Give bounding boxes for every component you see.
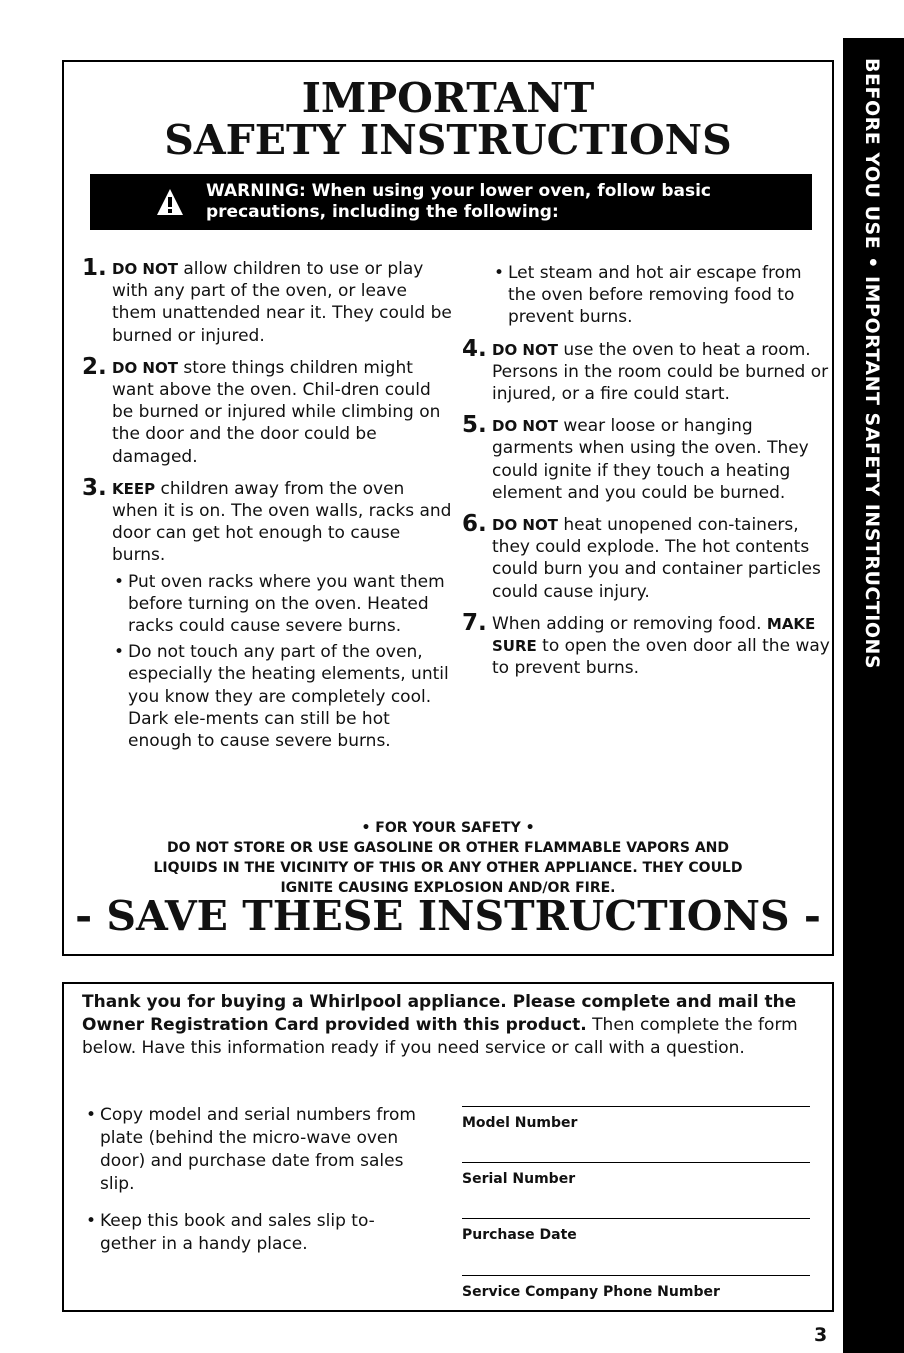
instruction-item-1 <box>82 255 452 347</box>
safety-line3: IGNITE CAUSING EXPLOSION AND/OR FIRE. <box>280 880 616 896</box>
item-number: 1. <box>82 255 107 281</box>
field-label: Model Number <box>462 1115 578 1131</box>
item-number: 5. <box>462 412 487 439</box>
item-number: 4. <box>462 335 487 362</box>
item-number: 6. <box>462 511 487 538</box>
field-label: Purchase Date <box>462 1227 577 1243</box>
field-line <box>462 1275 810 1276</box>
bullet-icon: • <box>114 571 125 592</box>
page-title-line2: SAFETY INSTRUCTIONS <box>164 116 732 164</box>
safety-line2: LIQUIDS IN THE VICINITY OF THIS OR ANY OTHER APPLIANCE. THEY COULD <box>153 860 743 876</box>
item-text: allow children to use or play with any part of the oven, or leave them unattended near it. They could be burned or injured. <box>112 259 452 346</box>
save-instructions-heading: - SAVE THESE INSTRUCTIONS - <box>75 892 821 940</box>
item-keyword: DO NOT <box>492 417 558 436</box>
instruction-item-3 <box>82 474 452 752</box>
field-line <box>462 1162 810 1163</box>
bullet-icon: • <box>86 1211 97 1231</box>
item-text: to open the oven door all the way to prevent burns. <box>492 636 830 679</box>
thank-you-text: Then complete the form below. Have this information ready if you need service or call with a question. <box>82 1015 798 1058</box>
item-keyword: MAKE SURE <box>492 614 816 656</box>
purchase-date-field[interactable] <box>462 1218 810 1243</box>
item-keyword: DO NOT <box>492 516 558 535</box>
side-tab-label: BEFORE YOU USE • IMPORTANT SAFETY INSTRUCTIONS <box>861 58 883 670</box>
field-label: Service Company Phone Number <box>462 1284 720 1300</box>
item-number: 2. <box>82 353 107 380</box>
item-text: wear loose or hanging garments when using the oven. They could ignite if they touch a heating element and you could be burned. <box>492 416 809 503</box>
model-number-field[interactable] <box>462 1106 810 1131</box>
tip-item <box>84 1104 429 1196</box>
warning-text <box>206 181 806 223</box>
instruction-item-5 <box>462 412 832 504</box>
tip-item <box>84 1210 429 1256</box>
safety-notice <box>62 818 834 898</box>
instructions-right-column <box>462 258 832 689</box>
instruction-item-7 <box>462 609 832 680</box>
sub-bullet <box>492 262 832 329</box>
warning-line2: precautions, including the following: <box>206 202 559 222</box>
item-number: 3. <box>82 474 107 501</box>
item-keyword: KEEP <box>112 479 156 498</box>
field-line <box>462 1218 810 1219</box>
field-line <box>462 1106 810 1107</box>
instruction-item-4 <box>462 335 832 406</box>
item-keyword: DO NOT <box>492 340 558 359</box>
item-keyword: DO NOT <box>112 260 178 278</box>
item-text: children away from the oven when it is on. The oven walls, racks and door can get hot enough to cause burns. <box>112 478 452 566</box>
sub-bullet-text: Put oven racks where you want them before turning on the oven. Heated racks could cause severe burns. <box>128 571 445 637</box>
page-number: 3 <box>814 1324 828 1346</box>
sub-bullet-text: Do not touch any part of the oven, especially the heating elements, until you know they are completely cool. Dark ele-ments can still be hot enough to cause severe burns. <box>128 642 449 752</box>
service-phone-field[interactable] <box>462 1275 810 1300</box>
instruction-item-2 <box>82 353 452 468</box>
instruction-item-6 <box>462 511 832 603</box>
item-text: use the oven to heat a room. Persons in the room could be burned or injured, or a fire could start. <box>492 339 829 405</box>
instructions-left-column <box>82 255 452 762</box>
item-text: heat unopened con-tainers, they could explode. The hot contents could burn you and container particles could cause injury. <box>492 515 821 602</box>
bullet-icon: • <box>86 1105 97 1125</box>
safety-line1: DO NOT STORE OR USE GASOLINE OR OTHER FLAMMABLE VAPORS AND <box>166 840 729 856</box>
thank-you-bold: Thank you for buying a Whirlpool appliance. Please complete and mail the Owner Registration Card provided with this product. <box>82 992 797 1035</box>
warning-triangle-icon <box>156 188 184 216</box>
tip-text: Keep this book and sales slip to-gether in a handy place. <box>100 1211 375 1254</box>
field-label: Serial Number <box>462 1171 576 1187</box>
item-number: 7. <box>462 609 487 636</box>
bullet-icon: • <box>114 642 125 663</box>
warning-line1: WARNING: When using your lower oven, follow basic <box>206 181 712 201</box>
serial-number-field[interactable] <box>462 1162 810 1187</box>
warning-banner <box>90 174 812 230</box>
page-title-line1: IMPORTANT <box>301 74 595 122</box>
registration-tips <box>84 1104 429 1270</box>
sub-bullet-text: Let steam and hot air escape from the oven before removing food to prevent burns. <box>508 263 802 328</box>
item-text-pre: When adding or removing food. <box>492 613 767 634</box>
tip-text: Copy model and serial numbers from plate (behind the micro-wave oven door) and purchase date from sales slip. <box>100 1105 416 1194</box>
sub-bullet <box>112 641 452 752</box>
bullet-icon: • <box>494 263 505 283</box>
sub-bullet <box>112 571 452 638</box>
item-keyword: DO NOT <box>112 358 178 377</box>
item-text: store things children might want above the oven. Chil-dren could be burned or injured while climbing on the door and the door could be damaged. <box>112 357 441 467</box>
thank-you-paragraph <box>82 991 817 1060</box>
safety-heading: • FOR YOUR SAFETY • <box>361 820 535 836</box>
